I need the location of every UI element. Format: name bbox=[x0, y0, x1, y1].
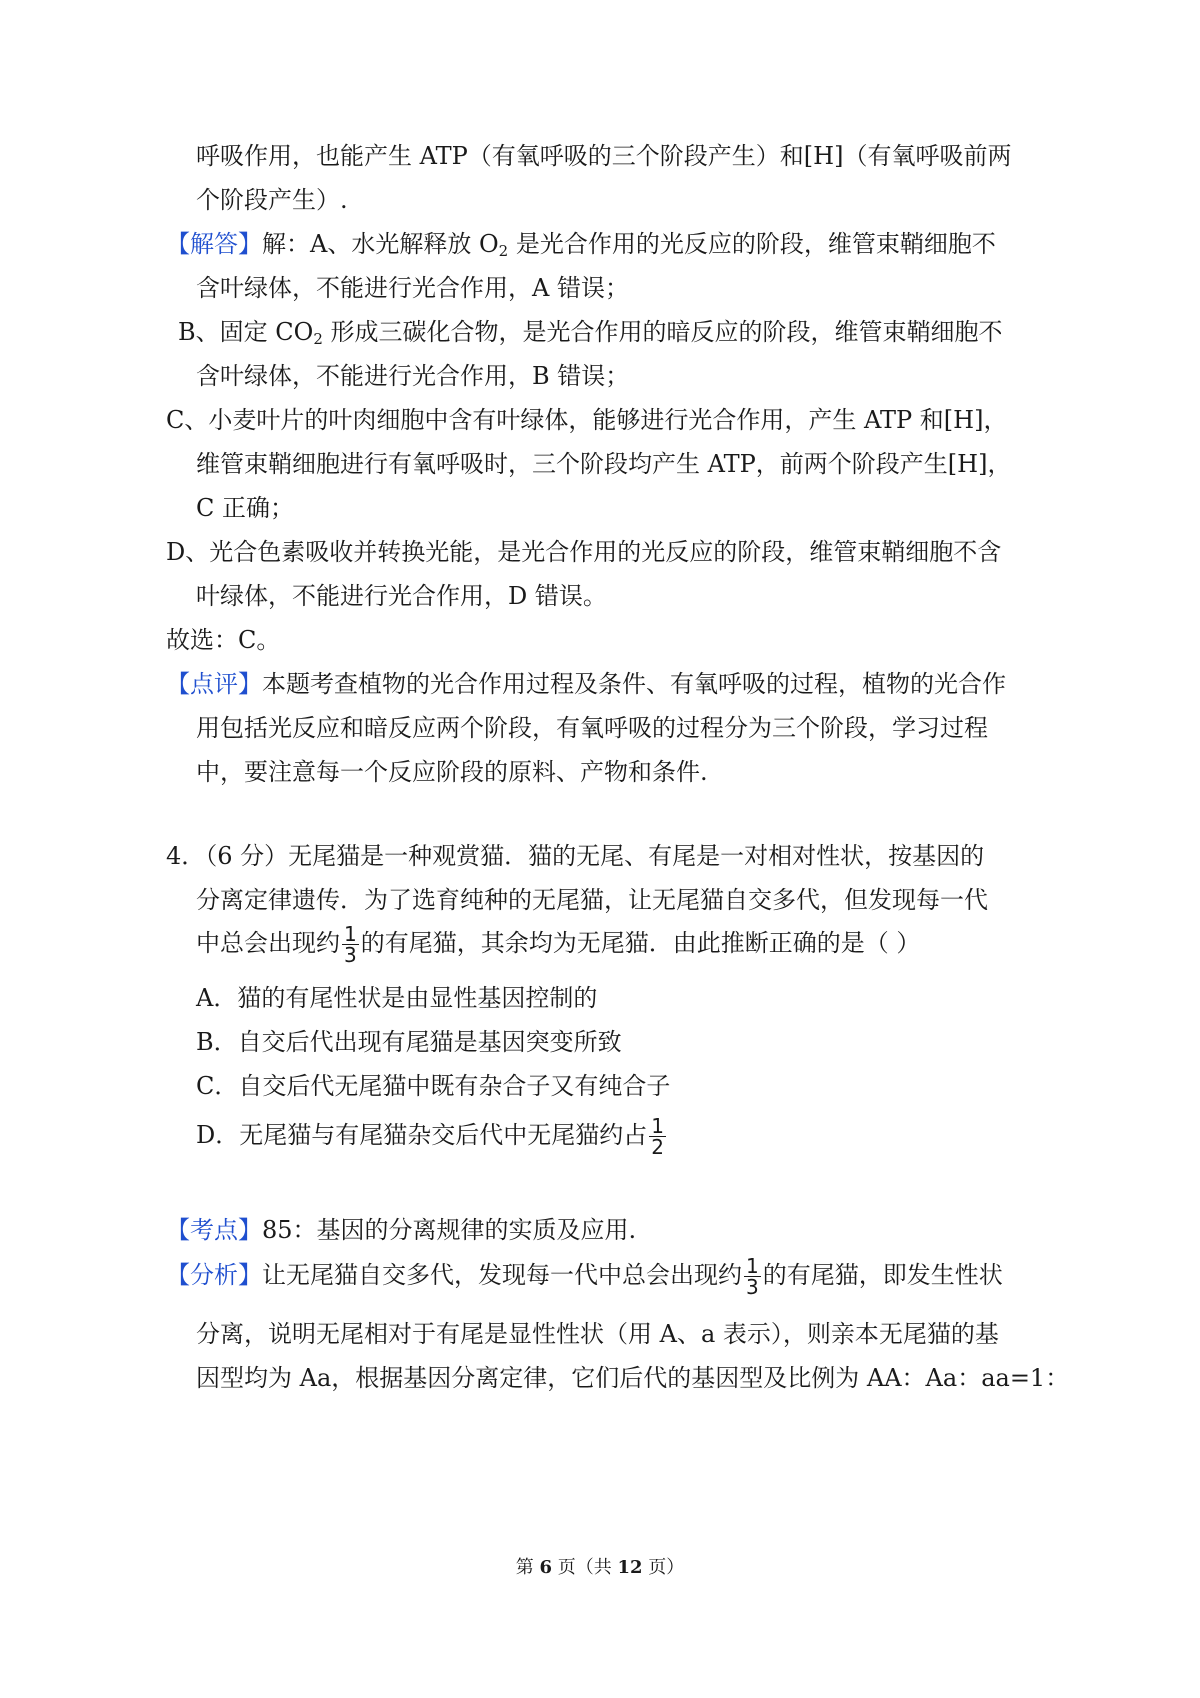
fraction-numerator: 1 bbox=[344, 922, 357, 946]
question-line: 4．（6 分）无尾猫是一种观赏猫．猫的无尾、有尾是一对相对性状，按基因的 bbox=[166, 842, 985, 870]
text-segment: 是光合作用的光反应的阶段，维管束鞘细胞不 bbox=[508, 230, 996, 258]
fraction-numerator: 1 bbox=[746, 1254, 759, 1278]
text-segment: 的有尾猫，即发生性状 bbox=[762, 1261, 1003, 1289]
option-c: C．自交后代无尾猫中既有杂合子又有纯合子 bbox=[196, 1072, 671, 1100]
comment-tag: 【点评】 bbox=[166, 670, 262, 698]
text-segment: D．无尾猫与有尾猫杂交后代中无尾猫约占 bbox=[196, 1121, 648, 1149]
text-segment: 的有尾猫，其余均为无尾猫．由此推断正确的是（ ） bbox=[360, 929, 921, 957]
text-segment: 解：A、水光解释放 O bbox=[262, 230, 499, 258]
text-segment: 85：基因的分离规律的实质及应用. bbox=[262, 1216, 637, 1244]
text-line: 中，要注意每一个反应阶段的原料、产物和条件. bbox=[196, 758, 708, 786]
fraction-numerator: 1 bbox=[651, 1114, 664, 1138]
question-line: 分离定律遗传．为了选育纯种的无尾猫，让无尾猫自交多代，但发现每一代 bbox=[196, 886, 988, 914]
comment-line bbox=[166, 668, 1006, 700]
subscript: 2 bbox=[313, 330, 323, 348]
text-line: 个阶段产生）. bbox=[196, 186, 348, 214]
answer-line bbox=[166, 228, 996, 260]
text-line: C 正确； bbox=[196, 494, 294, 522]
text-line: 含叶绿体，不能进行光合作用，A 错误； bbox=[196, 274, 629, 302]
fraction-denominator: 3 bbox=[746, 1275, 759, 1299]
subscript: 2 bbox=[498, 242, 509, 260]
answer-tag: 【解答】 bbox=[166, 230, 262, 258]
footer-text: 页（共 bbox=[552, 1557, 618, 1578]
text-line: 维管束鞘细胞进行有氧呼吸时，三个阶段均产生 ATP，前两个阶段产生[H]， bbox=[196, 450, 1012, 478]
fraction-denominator: 3 bbox=[344, 943, 357, 967]
text-line: 叶绿体，不能进行光合作用，D 错误。 bbox=[196, 582, 607, 610]
footer-total-pages: 12 bbox=[617, 1557, 643, 1578]
text-line: 含叶绿体，不能进行光合作用，B 错误； bbox=[196, 362, 630, 390]
text-segment: B、固定 CO bbox=[178, 318, 314, 346]
text-segment: 中总会出现约 bbox=[196, 929, 340, 957]
page-footer bbox=[0, 1556, 1200, 1580]
option-b: B．自交后代出现有尾猫是基因突变所致 bbox=[196, 1028, 622, 1056]
fraction bbox=[649, 1116, 666, 1157]
text-line: 故选：C。 bbox=[166, 626, 281, 654]
keypoint-tag: 【考点】 bbox=[166, 1216, 262, 1244]
footer-text: 页） bbox=[642, 1557, 685, 1578]
text-segment: 让无尾猫自交多代，发现每一代中总会出现约 bbox=[262, 1261, 742, 1289]
text-segment: 形成三碳化合物，是光合作用的暗反应的阶段，维管束鞘细胞不 bbox=[322, 318, 1003, 346]
text-line: 分离，说明无尾相对于有尾是显性性状（用 A、a 表示），则亲本无尾猫的基 bbox=[196, 1320, 999, 1348]
text-line: 呼吸作用，也能产生 ATP（有氧呼吸的三个阶段产生）和[H]（有氧呼吸前两 bbox=[196, 142, 1012, 170]
text-line: 用包括光反应和暗反应两个阶段，有氧呼吸的过程分为三个阶段，学习过程 bbox=[196, 714, 988, 742]
text-line bbox=[178, 316, 1003, 348]
option-d bbox=[196, 1116, 668, 1157]
fraction bbox=[744, 1256, 761, 1297]
footer-text: 第 bbox=[515, 1557, 540, 1578]
text-line: 因型均为 Aa，根据基因分离定律，它们后代的基因型及比例为 AA：Aa：aa=1： bbox=[196, 1364, 1070, 1392]
analysis-tag: 【分析】 bbox=[166, 1261, 262, 1289]
keypoint-line bbox=[166, 1214, 636, 1246]
footer-page-number: 6 bbox=[539, 1557, 552, 1578]
option-a: A．猫的有尾性状是由显性基因控制的 bbox=[196, 984, 598, 1012]
fraction-denominator: 2 bbox=[651, 1135, 664, 1159]
text-line: C、小麦叶片的叶肉细胞中含有叶绿体，能够进行光合作用，产生 ATP 和[H]， bbox=[166, 406, 1008, 434]
text-segment: 本题考查植物的光合作用过程及条件、有氧呼吸的过程，植物的光合作 bbox=[262, 670, 1006, 698]
fraction bbox=[342, 924, 359, 965]
text-line: D、光合色素吸收并转换光能，是光合作用的光反应的阶段，维管束鞘细胞不含 bbox=[166, 538, 1002, 566]
question-line bbox=[196, 924, 920, 965]
analysis-line bbox=[166, 1256, 1003, 1297]
